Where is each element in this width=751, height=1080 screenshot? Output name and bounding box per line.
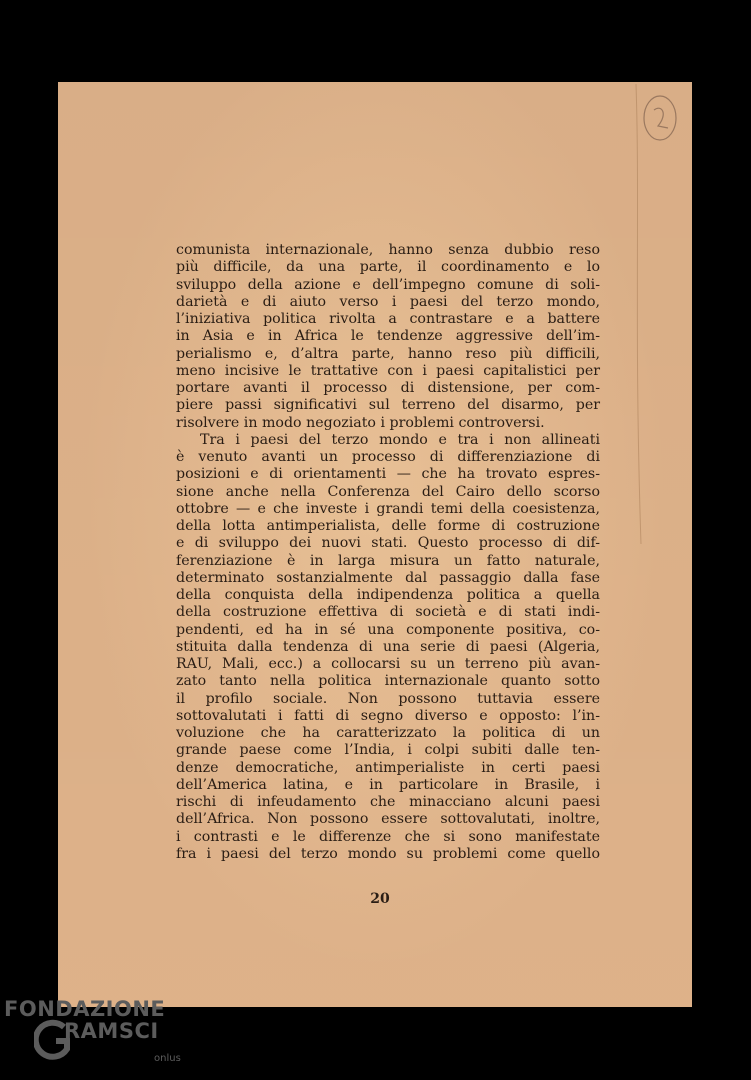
text-line: fra i paesi del terzo mondo su problemi come quello <box>176 845 600 862</box>
text-line: perialismo e, d’altra parte, hanno reso più difficili, <box>176 345 600 362</box>
text-line: meno incisive le trattative con i paesi capitalistici per <box>176 362 600 379</box>
watermark-line-2: RAMSCI <box>64 1019 159 1043</box>
text-line: comunista internazionale, hanno senza dubbio reso <box>176 242 600 258</box>
watermark-line-1: FONDAZIONE <box>4 997 166 1021</box>
text-line: Tra i paesi del terzo mondo e tra i non allineati <box>200 431 600 448</box>
text-line: ottobre — e che investe i grandi temi della coesistenza, <box>176 500 600 517</box>
text-line: più difficile, da una parte, il coordinamento e lo <box>176 259 600 276</box>
text-line: denze democratiche, antimperialiste in certi paesi <box>176 759 600 776</box>
text-line: e di sviluppo dei nuovi stati. Questo processo di dif- <box>176 535 600 552</box>
text-line: portare avanti il processo di distensione, per com- <box>176 380 600 396</box>
handwritten-circle-mark <box>640 92 680 144</box>
text-line: RAU, Mali, ecc.) a collocarsi su un terreno più avan- <box>176 656 600 672</box>
text-line: pendenti, ed ha in sé una componente positiva, co- <box>176 621 600 638</box>
page-crease-line <box>632 84 644 544</box>
text-line: i contrasti e le differenze che si sono manifestate <box>176 828 600 845</box>
text-line: sione anche nella Conferenza del Cairo dello scorso <box>176 483 600 500</box>
text-line: è venuto avanti un processo di differenziazione di <box>176 449 600 465</box>
text-line: della lotta antimperialista, delle forme di costruzione <box>176 518 600 534</box>
watermark-suffix: onlus <box>154 1053 181 1064</box>
text-line: darietà e di aiuto verso i paesi del terzo mondo, <box>176 293 600 310</box>
text-line: in Asia e in Africa le tendenze aggressive dell’im- <box>176 328 600 345</box>
text-line: sottovalutati i fatti di segno diverso e opposto: l’in- <box>176 707 600 724</box>
text-line: sviluppo della azione e dell’impegno comune di soli- <box>176 276 600 293</box>
text-line: grande paese come l’India, i colpi subiti dalle ten- <box>176 742 600 759</box>
text-line: zato tanto nella politica internazionale quanto sotto <box>176 673 600 690</box>
text-line: risolvere in modo negoziato i problemi controversi. <box>176 414 545 431</box>
text-line: dell’America latina, e in particolare in Brasile, i <box>176 776 600 793</box>
text-line: stituita dalla tendenza di una serie di paesi (Algeria, <box>176 638 600 655</box>
text-line: determinato sostanzialmente dal passaggio dalla fase <box>176 569 600 586</box>
text-line: rischi di infeudamento che minacciano alcuni paesi <box>176 794 600 810</box>
fondazione-gramsci-watermark <box>4 997 184 1072</box>
text-line: l’iniziativa politica rivolta a contrastare e a battere <box>176 311 600 327</box>
text-line: voluzione che ha caratterizzato la politica di un <box>176 725 600 741</box>
text-line: della conquista della indipendenza politica a quella <box>176 587 600 603</box>
text-line: della costruzione effettiva di società e di stati indi- <box>176 604 600 621</box>
text-line: posizioni e di orientamenti — che ha trovato espres- <box>176 466 600 483</box>
body-text <box>176 242 600 863</box>
text-line: ferenziazione è in larga misura un fatto naturale, <box>176 552 600 569</box>
page-number: 20 <box>370 891 390 907</box>
text-line: piere passi significativi sul terreno del disarmo, per <box>176 397 600 414</box>
text-line: dell’Africa. Non possono essere sottovalutati, inoltre, <box>176 811 600 828</box>
text-line: il profilo sociale. Non possono tuttavia essere <box>176 690 600 707</box>
